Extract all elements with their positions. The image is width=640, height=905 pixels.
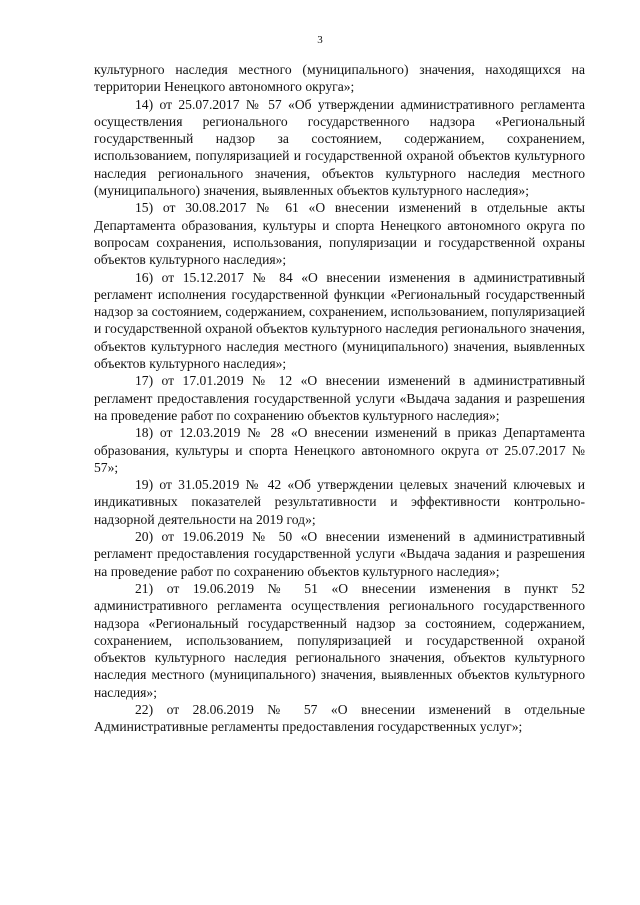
list-item-18: 18) от 12.03.2019 № 28 «О внесении изменений в приказ Департамента образования, культуры и спорта Ненецкого автономного округа от 25.07.2017 № 57»;: [94, 425, 585, 475]
list-item-21: 21) от 19.06.2019 № 51 «О внесении изменения в пункт 52 административного регламента осуществления регионального государственного надзора «Региональный государственный надзор за состоянием, содержанием, сохранением, использованием, популяризацией и государственной охраной объектов культурного наследия регионального значения, объектов культурного наследия местного (муниципального) значения, выявленных объектов культурного наследия»;: [94, 580, 585, 700]
list-item-14: 14) от 25.07.2017 № 57 «Об утверждении административного регламента осуществления регионального государственного надзора «Региональный государственный надзор за состоянием, содержанием, сохранением, использованием, популяризацией и государственной охраной объектов культурного наследия регионального значения, объектов культурного наследия местного (муниципального) значения, выявленных объектов культурного наследия»;: [94, 96, 585, 199]
list-item-19: 19) от 31.05.2019 № 42 «Об утверждении целевых значений ключевых и индикативных показателей результативности и эффективности контрольно-надзорной деятельности на 2019 год»;: [94, 477, 585, 527]
list-item-22: 22) от 28.06.2019 № 57 «О внесении изменений в отдельные Административные регламенты предоставления государственных услуг»;: [94, 701, 585, 735]
list-item-17: 17) от 17.01.2019 № 12 «О внесении изменений в административный регламент предоставления государственной услуги «Выдача задания и разрешения на проведение работ по сохранению объектов культурного наследия»;: [94, 373, 585, 423]
paragraph-continuation: культурного наследия местного (муниципального) значения, находящихся на территории Ненецкого автономного округа»;: [94, 62, 585, 95]
document-body: [94, 61, 585, 736]
list-item-16: 16) от 15.12.2017 № 84 «О внесении изменения в административный регламент исполнения государственной функции «Региональный государственный надзор за состоянием, содержанием, сохранением, использованием, популяризацией и государственной охраной объектов культурного наследия регионального значения, объектов культурного наследия местного (муниципального) значения, выявленных объектов культурного наследия»;: [94, 269, 585, 372]
list-item-20: 20) от 19.06.2019 № 50 «О внесении изменений в административный регламент предоставления государственной услуги «Выдача задания и разрешения на проведение работ по сохранению объектов культурного наследия»;: [94, 529, 585, 579]
list-item-15: 15) от 30.08.2017 № 61 «О внесении изменений в отдельные акты Департамента образования, культуры и спорта Ненецкого автономного округа по вопросам сохранения, использования, популяризации и государственной охраны объектов культурного наследия»;: [94, 200, 585, 268]
page-number: 3: [317, 34, 323, 46]
